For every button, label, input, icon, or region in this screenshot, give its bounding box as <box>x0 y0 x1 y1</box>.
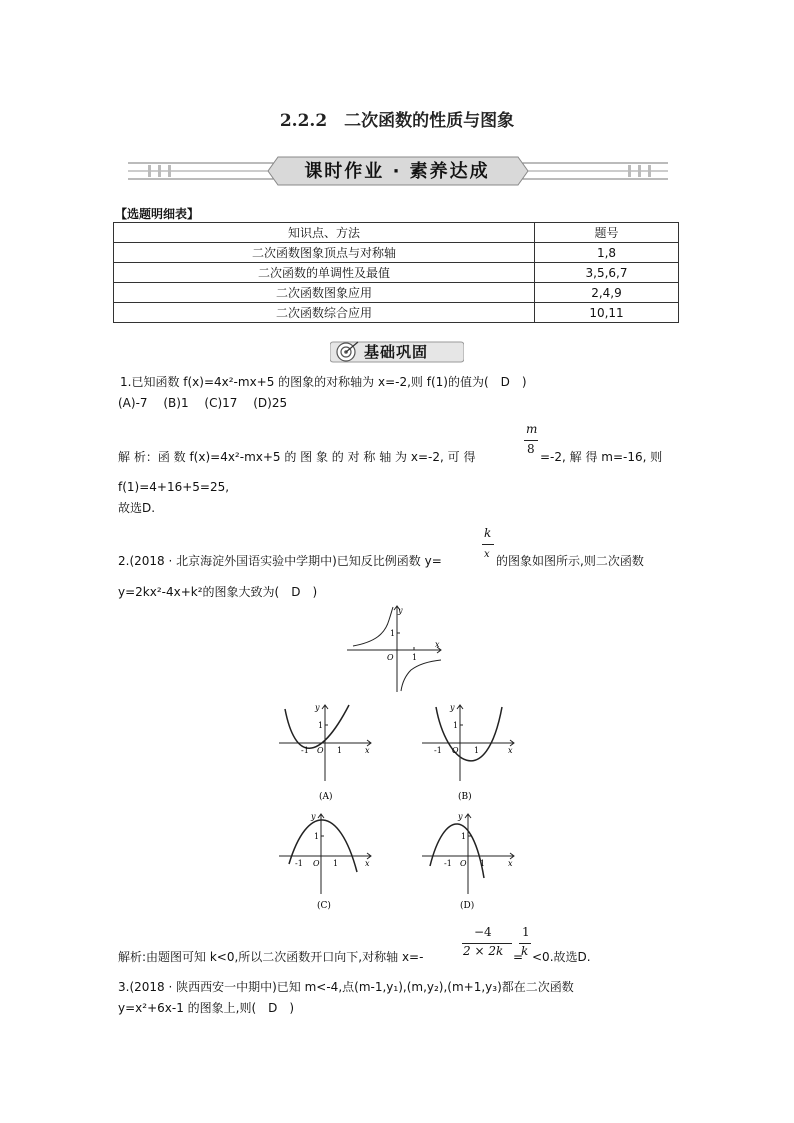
table-row <box>114 263 679 283</box>
option-c-graph <box>277 812 377 912</box>
q1-fraction-denominator: 8 <box>527 442 535 456</box>
origin-label: O <box>452 746 459 755</box>
x-tick-1: 1 <box>474 746 480 755</box>
origin-label: O <box>460 859 467 868</box>
option-a-graph <box>277 703 377 803</box>
axis-x-label: x <box>365 859 370 868</box>
table-cell-topic: 二次函数综合应用 <box>114 303 535 323</box>
q2-stem-line1-left: 2.(2018 · 北京海淀外国语实验中学期中)已知反比例函数 y= <box>118 554 442 568</box>
page-title: 2.2.2 二次函数的性质与图象 <box>279 111 515 131</box>
x-tick-label: 1 <box>412 653 418 662</box>
option-a-label: (A) <box>319 792 333 802</box>
axis-y-label: y <box>398 606 403 615</box>
q1-fraction-numerator: m <box>526 422 538 436</box>
option-c-label: (C) <box>317 901 331 911</box>
q2-stem-line2: y=2kx²-4x+k²的图象大致为( D ) <box>118 585 318 599</box>
table-header-number: 题号 <box>535 223 679 243</box>
x-tick-1: 1 <box>333 859 339 868</box>
y-tick-label: 1 <box>390 629 396 638</box>
q2-solution-equals: = <box>513 950 524 964</box>
option-d-graph <box>420 812 520 912</box>
banner-title: 课时作业 · 素养达成 <box>304 161 490 182</box>
axis-x-label: x <box>508 746 513 755</box>
y-tick-label: 1 <box>314 832 320 841</box>
q1-solution-line2: f(1)=4+16+5=25, <box>118 480 230 494</box>
question-map-table <box>113 222 679 323</box>
q2-fraction-bar <box>482 544 494 545</box>
q2-solution-frac1-numerator: −4 <box>474 925 492 939</box>
section-title: 基础巩固 <box>364 343 429 361</box>
table-header-row <box>114 223 679 243</box>
table-cell-number: 1,8 <box>535 243 679 263</box>
x-tick-1: 1 <box>480 859 486 868</box>
axis-y-label: y <box>315 703 320 712</box>
x-tick-1: 1 <box>337 746 343 755</box>
q1-solution-line3: 故选D. <box>118 501 156 515</box>
table-row <box>114 243 679 263</box>
option-b-graph <box>420 703 520 803</box>
axis-x-label: x <box>365 746 370 755</box>
x-tick-neg1: -1 <box>444 859 452 868</box>
table-cell-topic: 二次函数的单调性及最值 <box>114 263 535 283</box>
q1-options: (A)-7 (B)1 (C)17 (D)25 <box>118 396 288 410</box>
table-cell-number: 3,5,6,7 <box>535 263 679 283</box>
table-cell-topic: 二次函数图象顶点与对称轴 <box>114 243 535 263</box>
x-tick-neg1: -1 <box>301 746 309 755</box>
axis-y-label: y <box>458 812 463 821</box>
q2-stem-line1-right: 的图象如图所示,则二次函数 <box>496 554 644 568</box>
q1-stem: 1.已知函数 f(x)=4x²-mx+5 的图象的对称轴为 x=-2,则 f(1)的值为( D ) <box>120 375 527 389</box>
table-cell-number: 10,11 <box>535 303 679 323</box>
q3-stem-line2: y=x²+6x-1 的图象上,则( D ) <box>118 1001 295 1015</box>
origin-label: O <box>387 653 394 662</box>
origin-label: O <box>313 859 320 868</box>
x-tick-neg1: -1 <box>434 746 442 755</box>
q2-solution-right: <0.故选D. <box>532 950 591 964</box>
q2-solution-left: 解析:由题图可知 k<0,所以二次函数开口向下,对称轴 x=- <box>118 950 424 964</box>
q1-fraction-bar <box>524 440 538 441</box>
table-cell-number: 2,4,9 <box>535 283 679 303</box>
option-d-label: (D) <box>460 901 475 911</box>
x-tick-neg1: -1 <box>295 859 303 868</box>
q2-fraction-denominator: x <box>484 549 490 560</box>
q1-solution-line1-right: =-2, 解 得 m=-16, 则 <box>540 450 663 464</box>
option-b-label: (B) <box>458 792 472 802</box>
table-header-topic: 知识点、方法 <box>114 223 535 243</box>
axis-y-label: y <box>311 812 316 821</box>
y-tick-label: 1 <box>318 721 324 730</box>
y-tick-label: 1 <box>453 721 459 730</box>
origin-label: O <box>317 746 324 755</box>
y-tick-label: 1 <box>461 832 467 841</box>
table-row <box>114 303 679 323</box>
q1-solution-line1-left: 解 析：函 数 f(x)=4x²-mx+5 的 图 象 的 对 称 轴 为 x=-2, 可 得 <box>118 450 476 464</box>
table-row <box>114 283 679 303</box>
axis-y-label: y <box>450 703 455 712</box>
q2-solution-frac1-denominator: 2 × 2k <box>463 944 504 958</box>
axis-x-label: x <box>435 640 440 649</box>
axis-x-label: x <box>508 859 513 868</box>
table-caption: 【选题明细表】 <box>115 207 200 221</box>
q2-fraction-numerator: k <box>484 526 492 540</box>
table-cell-topic: 二次函数图象应用 <box>114 283 535 303</box>
q2-solution-frac2-numerator: 1 <box>522 925 530 939</box>
q3-stem-line1: 3.(2018 · 陕西西安一中期中)已知 m<-4,点(m-1,y₁),(m,y₂),(m+1,y₃)都在二次函数 <box>118 980 574 994</box>
reciprocal-function-graph <box>345 604 445 694</box>
q2-solution-frac2-denominator: k <box>521 944 529 958</box>
